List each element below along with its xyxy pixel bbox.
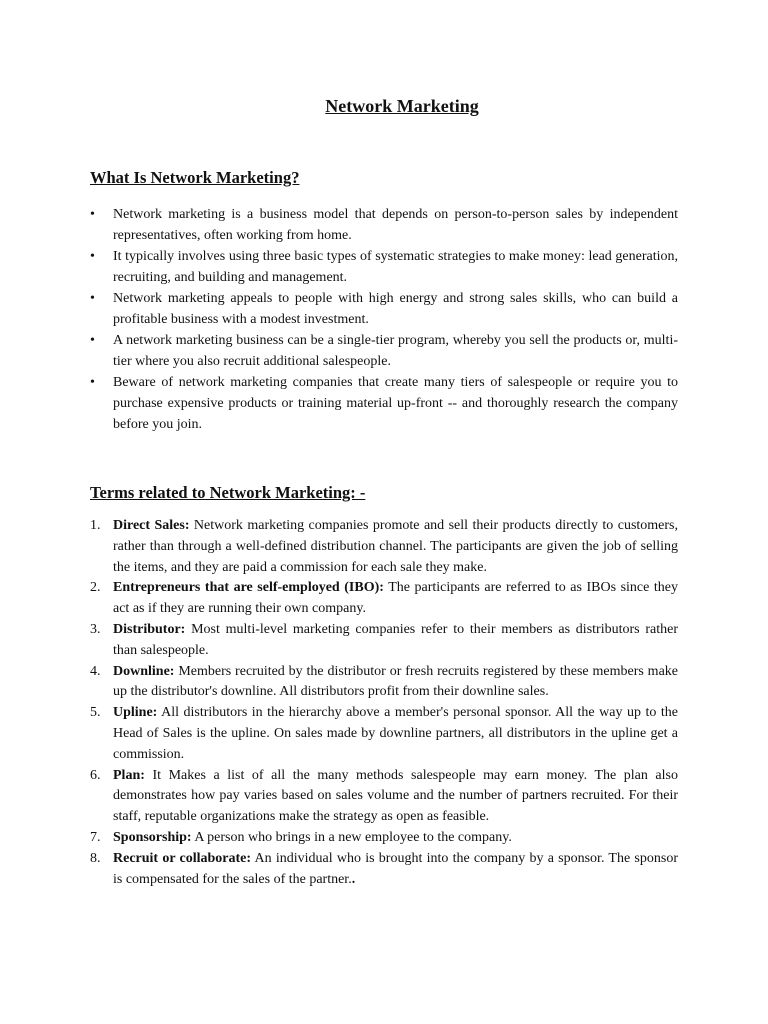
term-definition: All distributors in the hierarchy above a member's personal sponsor. All the way up to the Head of Sales is the upline. On sales made by downline partners, all distributors in the upline get a commission.: [113, 705, 678, 762]
list-item: [90, 204, 678, 246]
term-item: [90, 620, 678, 662]
list-item: [90, 372, 678, 435]
term-label: Sponsorship:: [113, 829, 192, 845]
list-item: [90, 246, 678, 288]
term-label: Entrepreneurs that are self-employed (IBO):: [113, 580, 384, 596]
term-number: 6.: [90, 767, 101, 783]
term-label: Upline:: [113, 705, 158, 721]
final-period: .: [351, 871, 356, 887]
terms-list: [90, 516, 678, 890]
term-item: [90, 828, 678, 849]
term-definition: A person who brings in a new employee to the company.: [191, 829, 512, 845]
bullet-icon: •: [90, 207, 95, 222]
term-definition: Most multi-level marketing companies refer to their members as distributors rather than salespeople.: [113, 621, 678, 658]
bullet-text: It typically involves using three basic types of systematic strategies to make money: lead generation, recruiting, and building and management.: [113, 249, 678, 285]
term-number: 7.: [90, 829, 101, 845]
term-definition: Members recruited by the distributor or fresh recruits registered by these members make up the distributor's downline. All distributors profit from their downline sales.: [113, 663, 678, 700]
term-label: Downline:: [113, 663, 175, 679]
term-definition: Network marketing companies promote and sell their products directly to customers, rather than through a well-defined distribution channel. The participants are given the job of selling the items, and they are paid a commission for each sale they make.: [113, 518, 678, 575]
term-number: 5.: [90, 705, 101, 721]
bullet-list: [90, 204, 678, 435]
bullet-icon: •: [90, 333, 95, 348]
term-label: Distributor:: [113, 621, 186, 637]
document-title: Network Marketing: [325, 96, 479, 116]
term-number: 1.: [90, 518, 101, 533]
term-item: [90, 662, 678, 704]
term-item: [90, 766, 678, 828]
term-item: [90, 516, 678, 578]
term-definition: It Makes a list of all the many methods salespeople may earn money. The plan also demonstrates how pay varies based on sales volume and the number of partners recruited. For their staff, reputable organizations make the strategy as open as feasible.: [113, 767, 678, 825]
term-item: [90, 849, 678, 891]
term-definition: An individual who is brought into the company by a sponsor. The sponsor is compensated for the sales of the partner.: [113, 850, 678, 887]
bullet-text: Beware of network marketing companies that create many tiers of salespeople or require you to purchase expensive products or training material up-front -- and thoroughly research the company before you join.: [113, 375, 678, 432]
term-number: 8.: [90, 850, 101, 866]
term-number: 4.: [90, 663, 101, 679]
term-label: Plan:: [113, 767, 145, 783]
section-heading-what-is: What Is Network Marketing?: [90, 168, 300, 187]
term-item: [90, 703, 678, 765]
bullet-icon: •: [90, 291, 95, 306]
term-label: Recruit or collaborate:: [113, 850, 252, 866]
term-number: 3.: [90, 621, 101, 637]
term-label: Direct Sales:: [113, 518, 190, 533]
term-item: [90, 578, 678, 620]
bullet-icon: •: [90, 375, 95, 390]
bullet-text: Network marketing is a business model that depends on person-to-person sales by independent representatives, often working from home.: [113, 207, 678, 243]
bullet-text: Network marketing appeals to people with high energy and strong sales skills, who can build a profitable business with a modest investment.: [113, 291, 678, 327]
list-item: [90, 288, 678, 330]
section-heading-terms: Terms related to Network Marketing: -: [90, 483, 366, 502]
bullet-icon: •: [90, 249, 95, 264]
bullet-text: A network marketing business can be a single-tier program, whereby you sell the products or, multi-tier where you also recruit additional salespeople.: [113, 333, 678, 369]
term-number: 2.: [90, 580, 101, 596]
list-item: [90, 330, 678, 372]
term-definition: The participants are referred to as IBOs since they act as if they are running their own company.: [113, 580, 678, 617]
